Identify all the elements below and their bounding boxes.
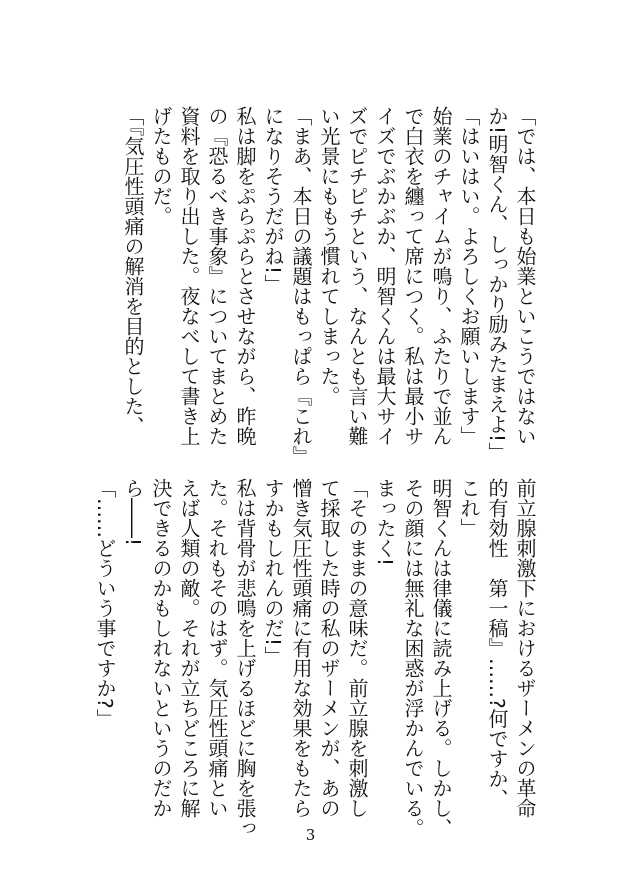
- text-line: 資料を取り出した。夜なべして書き上: [177, 106, 201, 446]
- page-number: 3: [305, 826, 316, 844]
- text-line: ズでピチピチという、なんとも言い難: [345, 106, 369, 446]
- text-line: 前立腺刺激下におけるザーメンの革命: [513, 478, 537, 818]
- text-line: 決できるのかもしれないというのだか: [149, 478, 173, 818]
- text-line: の『恐るべき事象』についてまとめた: [205, 106, 229, 446]
- text-line: 始業のチャイムが鳴り、ふたりで並ん: [429, 106, 453, 446]
- text-line: 私は脚をぷらぷらとさせながら、昨晩: [233, 106, 257, 446]
- text-line: 明智くんは律儀に読み上げる。しかし、: [429, 478, 453, 838]
- text-line: まったく!: [373, 478, 397, 567]
- text-line: て採取した時の私のザーメンが、あの: [317, 478, 341, 818]
- text-line: た。それもそのはず。気圧性頭痛とい: [205, 478, 229, 818]
- text-line: 的有効性 第一稿』……?何ですか、: [485, 478, 509, 809]
- text-line: い光景にももう慣れてしまった。: [317, 106, 341, 406]
- text-line: その顔には無礼な困惑が浮かんでいる。: [401, 478, 425, 838]
- text-line: 私は背骨が悲鳴を上げるほどに胸を張っ: [233, 478, 257, 838]
- text-line: イズでぶかぶか、明智くんは最大サイ: [373, 106, 397, 446]
- upper-text-block: [119, 106, 539, 466]
- text-line: これ」: [457, 478, 481, 538]
- text-line: 「まあ、本日の議題はもっぱら『これ』: [289, 106, 313, 466]
- text-line: えば人類の敵。それが立ちどころに解: [177, 478, 201, 818]
- text-line: 「……どういう事ですか?」: [93, 478, 117, 729]
- text-line: 「『気圧性頭痛の解消を目的とした、: [121, 106, 145, 436]
- text-line: すかもしれんのだ!」: [261, 478, 285, 667]
- text-line: げたものだ。: [149, 106, 173, 226]
- text-line: 「はいはい。よろしくお願いします」: [457, 106, 481, 446]
- text-line: か!明智くん、しっかり励みたまえよ!」: [485, 106, 509, 463]
- text-line: 「そのままの意味だ。前立腺を刺激し: [345, 478, 369, 818]
- text-line: になりそうだがね!」: [261, 106, 285, 295]
- text-line: 憎き気圧性頭痛に有用な効果をもたら: [289, 478, 313, 818]
- text-line: で白衣を纏って席につく。私は最小サ: [401, 106, 425, 446]
- lower-text-block: [91, 478, 539, 838]
- text-line: 「では、本日も始業といこうではない: [513, 106, 537, 446]
- text-line: ら――!: [121, 478, 145, 547]
